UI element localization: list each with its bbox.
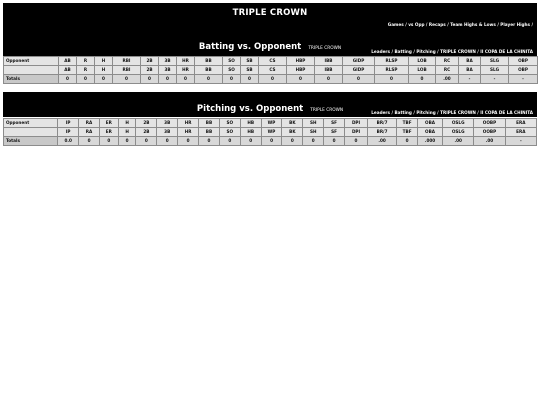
pitching-header-panel [3, 92, 537, 117]
column-header: HR [177, 66, 195, 75]
column-header: LOB [409, 66, 436, 75]
column-header: 3B [157, 128, 178, 137]
opponent-column-header: Opponent [4, 57, 59, 66]
column-header: 3B [157, 119, 178, 128]
totals-cell: 0 [343, 75, 375, 84]
column-header: WP [261, 119, 282, 128]
batting-team-name: TRIPLE CROWN [308, 46, 342, 51]
column-header: HBP [287, 57, 315, 66]
column-header: 3B [159, 57, 177, 66]
totals-cell: .00 [474, 137, 505, 146]
column-header: SF [324, 119, 345, 128]
totals-cell: 0 [178, 137, 199, 146]
pitching-table [3, 118, 537, 146]
opponent-column-header-blank [4, 66, 59, 75]
batting-totals-row [4, 75, 538, 84]
column-header: LOB [409, 57, 436, 66]
column-header: ERA [505, 128, 536, 137]
column-header: RC [436, 66, 459, 75]
column-header: BR/7 [367, 128, 396, 137]
column-header: H [118, 128, 136, 137]
column-header: BB [195, 66, 223, 75]
column-header: H [118, 119, 136, 128]
totals-cell: 0 [303, 137, 324, 146]
column-header: RBI [113, 57, 141, 66]
pitching-title: Pitching vs. Opponent [196, 104, 304, 114]
column-header: CS [259, 57, 287, 66]
totals-cell: 0 [118, 137, 136, 146]
batting-header-row [4, 57, 538, 66]
column-header: BB [195, 57, 223, 66]
column-header: 2B [136, 119, 157, 128]
totals-cell: 0 [375, 75, 409, 84]
column-header: ER [99, 119, 118, 128]
totals-cell: 0 [77, 75, 95, 84]
pitching-totals-row [4, 137, 537, 146]
column-header: HB [240, 119, 261, 128]
column-header: RLSP [375, 66, 409, 75]
totals-cell: 0 [199, 137, 220, 146]
pitching-header-row [4, 128, 537, 137]
column-header: SB [241, 66, 259, 75]
column-header: OOBP [474, 128, 505, 137]
column-header: R [77, 57, 95, 66]
site-title: TRIPLE CROWN [232, 8, 308, 18]
batting-sub-nav-links[interactable]: Leaders / Batting / Pitching / TRIPLE CROWN / II COPA DE LA CHINITA [371, 49, 533, 54]
totals-cell: 0 [241, 75, 259, 84]
totals-cell: 0 [345, 137, 368, 146]
totals-cell: 0.0 [58, 137, 79, 146]
column-header: BB [199, 119, 220, 128]
pitching-team-name: TRIPLE CROWN [310, 108, 344, 113]
column-header: SO [223, 66, 241, 75]
column-header: IP [58, 119, 79, 128]
totals-cell: 0 [219, 137, 240, 146]
column-header: GIDP [343, 66, 375, 75]
totals-cell: 0 [259, 75, 287, 84]
column-header: BA [459, 57, 481, 66]
column-header: SLG [481, 57, 509, 66]
column-header: 2B [136, 128, 157, 137]
totals-cell: 0 [261, 137, 282, 146]
totals-cell: - [509, 75, 538, 84]
column-header: SF [324, 128, 345, 137]
totals-cell: - [459, 75, 481, 84]
column-header: AB [59, 66, 77, 75]
totals-cell: 0 [223, 75, 241, 84]
totals-cell: 0 [177, 75, 195, 84]
totals-cell: .00 [443, 137, 474, 146]
top-nav-links[interactable]: Games / vs Opp / Recaps / Team Highs & Lows / Player Highs / [387, 22, 533, 27]
column-header: RA [79, 119, 100, 128]
column-header: BA [459, 66, 481, 75]
totals-cell: 0 [287, 75, 315, 84]
column-header: OSLG [443, 128, 474, 137]
column-header: 2B [141, 57, 159, 66]
column-header: HR [177, 57, 195, 66]
totals-cell: 0 [240, 137, 261, 146]
totals-cell: .000 [418, 137, 443, 146]
column-header: IBB [315, 66, 343, 75]
column-header: TBF [397, 119, 418, 128]
column-header: SB [241, 57, 259, 66]
column-header: BK [282, 119, 303, 128]
column-header: RLSP [375, 57, 409, 66]
column-header: SO [223, 57, 241, 66]
column-header: GIDP [343, 57, 375, 66]
column-header: 2B [141, 66, 159, 75]
column-header: SO [219, 119, 240, 128]
totals-cell: 0 [195, 75, 223, 84]
totals-cell: 0 [157, 137, 178, 146]
totals-cell: 0 [324, 137, 345, 146]
totals-cell: 0 [136, 137, 157, 146]
column-header: 3B [159, 66, 177, 75]
totals-cell: 0 [99, 137, 118, 146]
column-header: SO [219, 128, 240, 137]
totals-cell: 0 [79, 137, 100, 146]
batting-table [3, 56, 538, 84]
column-header: OOBP [474, 119, 505, 128]
column-header: CS [259, 66, 287, 75]
column-header: DPI [345, 119, 368, 128]
totals-cell: - [505, 137, 536, 146]
pitching-header-row [4, 119, 537, 128]
totals-cell: 0 [141, 75, 159, 84]
column-header: OSLG [443, 119, 474, 128]
totals-cell: .00 [436, 75, 459, 84]
totals-cell: - [481, 75, 509, 84]
column-header: BK [282, 128, 303, 137]
column-header: TBF [397, 128, 418, 137]
column-header: HR [178, 128, 199, 137]
column-header: OBA [418, 119, 443, 128]
column-header: ER [99, 128, 118, 137]
totals-cell: .00 [367, 137, 396, 146]
column-header: RC [436, 57, 459, 66]
column-header: BB [199, 128, 220, 137]
column-header: DPI [345, 128, 368, 137]
totals-cell: 0 [397, 137, 418, 146]
batting-header-panel [3, 3, 537, 56]
column-header: OBA [418, 128, 443, 137]
column-header: SH [303, 128, 324, 137]
batting-header-row [4, 66, 538, 75]
totals-label: Totals [4, 137, 58, 146]
batting-title: Batting vs. Opponent [198, 42, 302, 52]
totals-cell: 0 [113, 75, 141, 84]
column-header: AB [59, 57, 77, 66]
column-header: IBB [315, 57, 343, 66]
totals-cell: 0 [159, 75, 177, 84]
column-header: HBP [287, 66, 315, 75]
totals-cell: 0 [95, 75, 113, 84]
totals-cell: 0 [282, 137, 303, 146]
column-header: BR/7 [367, 119, 396, 128]
column-header: HR [178, 119, 199, 128]
column-header: SH [303, 119, 324, 128]
column-header: HB [240, 128, 261, 137]
column-header: SLG [481, 66, 509, 75]
column-header: H [95, 66, 113, 75]
opponent-column-header: Opponent [4, 119, 58, 128]
totals-cell: 0 [315, 75, 343, 84]
column-header: H [95, 57, 113, 66]
column-header: IP [58, 128, 79, 137]
totals-cell: 0 [59, 75, 77, 84]
totals-label: Totals [4, 75, 59, 84]
column-header: RBI [113, 66, 141, 75]
column-header: OBP [509, 66, 538, 75]
column-header: WP [261, 128, 282, 137]
pitching-sub-nav-links[interactable]: Leaders / Batting / Pitching / TRIPLE CROWN / II COPA DE LA CHINITA [371, 110, 533, 115]
column-header: OBP [509, 57, 538, 66]
column-header: ERA [505, 119, 536, 128]
opponent-column-header-blank [4, 128, 58, 137]
column-header: RA [79, 128, 100, 137]
column-header: R [77, 66, 95, 75]
totals-cell: 0 [409, 75, 436, 84]
